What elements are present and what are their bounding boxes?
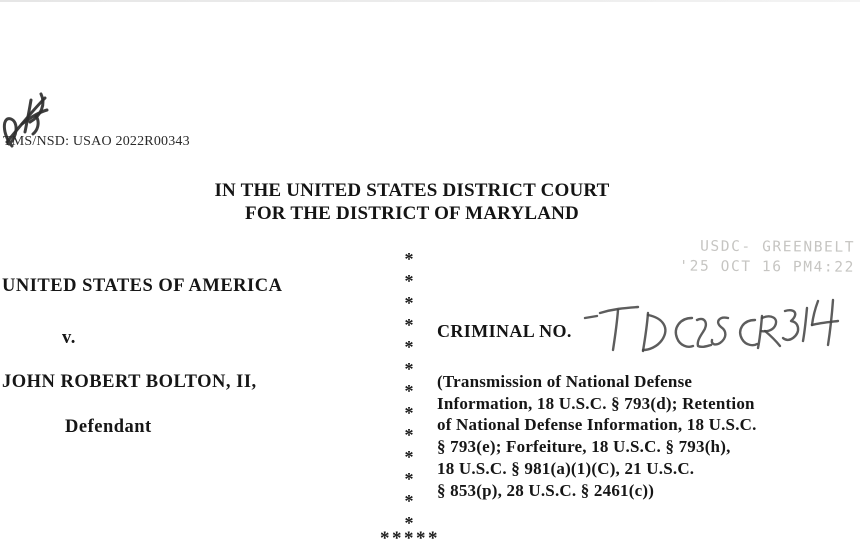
caption-star: *: [404, 337, 414, 357]
caption-star: *: [404, 447, 414, 467]
caption-star: *: [404, 425, 414, 445]
caption-star: *: [404, 513, 414, 533]
caption-star-row: *****: [380, 528, 440, 549]
stamp-datetime: '25 OCT 16 PM4:22: [679, 258, 855, 276]
defendant-label: Defendant: [65, 417, 152, 437]
stamp-location: USDC- GREENBELT: [700, 238, 856, 256]
charge-line: of National Defense Information, 18 U.S.C.: [437, 415, 757, 435]
criminal-no-label: CRIMINAL NO.: [437, 321, 572, 341]
defendant-name: JOHN ROBERT BOLTON, II,: [2, 372, 257, 392]
caption-star: *: [404, 469, 414, 489]
handwritten-case-number: [582, 290, 858, 362]
plaintiff-name: UNITED STATES OF AMERICA: [2, 276, 283, 296]
caption-star: *: [404, 249, 414, 269]
charges-block: [437, 371, 860, 501]
court-title-line1: IN THE UNITED STATES DISTRICT COURT: [214, 180, 610, 201]
caption-star: *: [404, 271, 414, 291]
usao-case-reference: TMS/NSD: USAO 2022R00343: [3, 134, 190, 149]
caption-star: *: [404, 293, 414, 313]
clerk-received-stamp: [640, 236, 855, 278]
caption-star: *: [404, 491, 414, 511]
charge-line: § 793(e); Forfeiture, 18 U.S.C. § 793(h),: [437, 437, 731, 457]
caption-star: *: [404, 403, 414, 423]
charge-line: Information, 18 U.S.C. § 793(d); Retention: [437, 393, 755, 413]
caption-star: *: [404, 359, 414, 379]
court-title-line2: FOR THE DISTRICT OF MARYLAND: [245, 203, 579, 224]
court-title: [0, 179, 824, 225]
charge-line: § 853(p), 28 U.S.C. § 2461(c)): [437, 480, 655, 500]
versus-label: v.: [62, 328, 76, 348]
caption-star: *: [404, 315, 414, 335]
scan-edge-artifact: [0, 0, 860, 2]
charge-line: (Transmission of National Defense: [437, 372, 693, 391]
caption-star: *: [404, 381, 414, 401]
charge-line: 18 U.S.C. § 981(a)(1)(C), 21 U.S.C.: [437, 458, 695, 478]
